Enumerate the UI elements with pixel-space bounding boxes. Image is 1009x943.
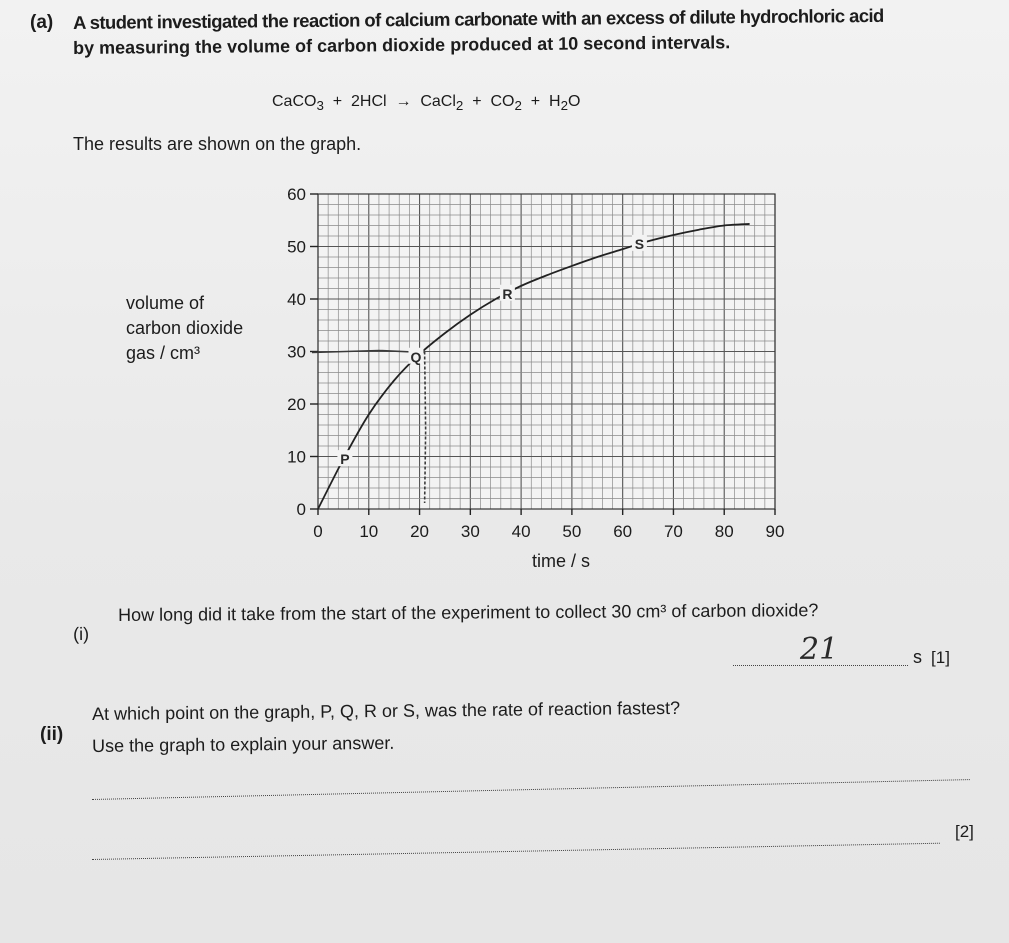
unit-s: s	[913, 647, 922, 667]
part-i-handwritten-answer: 21	[800, 632, 839, 667]
point-label-r: R	[502, 285, 513, 302]
eq-arrow: →	[395, 93, 412, 110]
eq-sub: 2	[455, 98, 464, 114]
point-r	[500, 285, 515, 302]
y-tick-label: 30	[287, 342, 306, 362]
x-tick-label: 10	[359, 522, 379, 541]
point-s	[632, 235, 647, 252]
part-ii-answer-line-2[interactable]	[92, 842, 940, 860]
y-tick-label: 10	[287, 447, 306, 467]
x-axis-label: time / s	[532, 551, 591, 571]
x-tick-label: 90	[765, 522, 785, 541]
part-ii-answer-line-1[interactable]	[92, 778, 970, 800]
x-tick-label: 60	[613, 522, 633, 541]
point-label-s: S	[634, 235, 645, 252]
eq-sub: 2	[514, 98, 522, 114]
point-label-p: P	[340, 451, 350, 468]
eq-plus: +	[472, 93, 482, 110]
part-ii-label: (ii)	[40, 724, 64, 745]
eq-reactant-2: 2HCl	[351, 93, 387, 110]
x-tick-label: 30	[460, 522, 480, 541]
x-tick-label: 50	[562, 522, 582, 541]
intro-line-1: A student investigated the reaction of calcium carbonate with an excess of dilute hydrochloric acid	[73, 4, 884, 33]
results-text: The results are shown on the graph.	[73, 134, 362, 154]
y-axis-label-line: gas / cm³	[126, 343, 201, 363]
eq-product-2: CO	[490, 93, 515, 110]
eq-sub: 3	[316, 98, 324, 114]
part-ii-question-2: Use the graph to explain your answer.	[92, 732, 395, 756]
x-tick-label: 0	[313, 522, 323, 541]
y-tick-label: 0	[296, 500, 306, 519]
part-i-question: How long did it take from the start of the experiment to collect 30 cm³ of carbon dioxide?	[118, 600, 819, 625]
y-tick-label: 50	[287, 237, 306, 257]
x-tick-label: 20	[410, 522, 430, 541]
part-ii-question-1: At which point on the graph, P, Q, R or S, was the rate of reaction fastest?	[92, 697, 681, 724]
part-ii-marks: [2]	[955, 822, 974, 841]
y-tick-label: 60	[287, 185, 306, 204]
eq-product-1: CaCl	[420, 93, 456, 110]
y-axis-label-line: volume of	[126, 293, 205, 313]
point-p	[337, 450, 352, 467]
point-q	[408, 348, 423, 365]
part-i-unit	[913, 647, 950, 668]
x-tick-label: 40	[511, 522, 531, 541]
x-tick-label: 70	[663, 522, 683, 541]
y-axis-label-line: carbon dioxide	[126, 318, 244, 338]
eq-sub: 2	[560, 98, 568, 114]
eq-product-3: O	[567, 93, 581, 110]
eq-plus: +	[332, 93, 343, 110]
y-tick-label: 40	[287, 290, 306, 309]
point-label-q: Q	[410, 348, 422, 365]
y-tick-label: 20	[287, 395, 306, 414]
intro-line-2: by measuring the volume of carbon dioxide produced at 10 second intervals.	[73, 32, 731, 58]
eq-reactant-1: CaCO	[272, 93, 317, 110]
part-i-marks: [1]	[931, 648, 950, 667]
x-tick-label: 80	[714, 522, 734, 541]
part-i-label: (i)	[73, 623, 90, 644]
part-label: (a)	[30, 12, 54, 33]
eq-product-3: H	[549, 93, 561, 110]
eq-plus: +	[530, 93, 541, 110]
